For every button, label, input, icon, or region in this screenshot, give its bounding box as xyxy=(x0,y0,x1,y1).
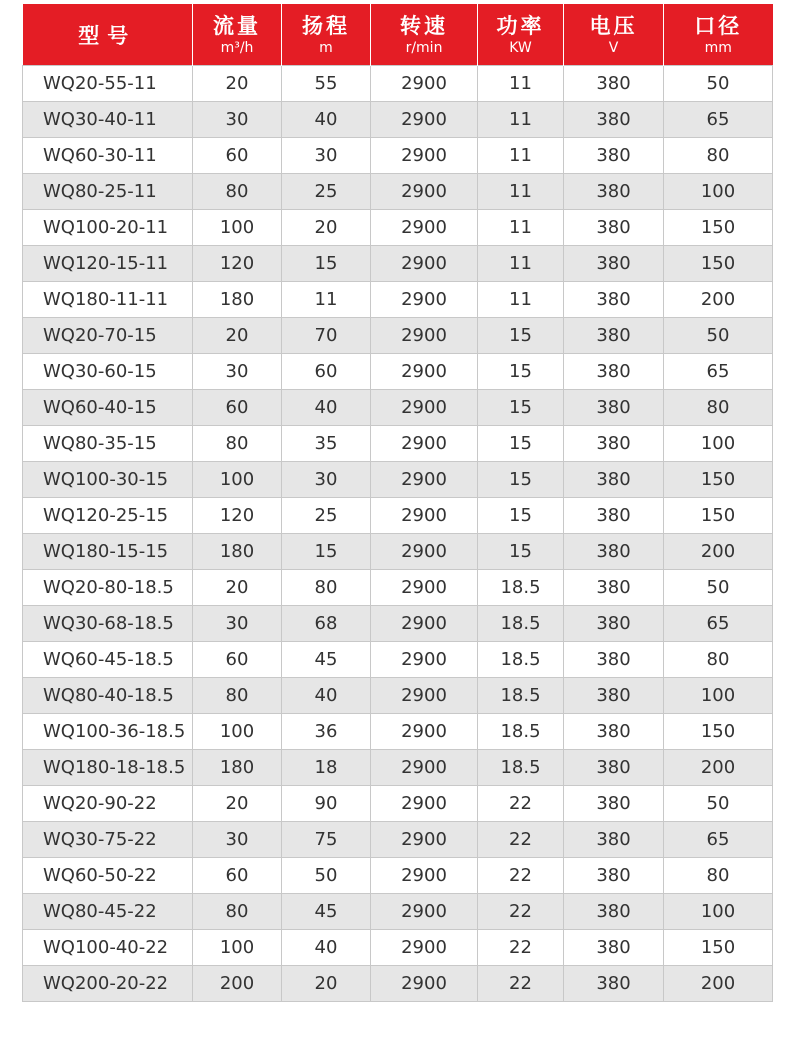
table-row xyxy=(23,390,773,426)
cell-voltage: 380 xyxy=(564,930,664,966)
cell-flow: 20 xyxy=(193,66,282,102)
cell-diameter: 100 xyxy=(664,678,773,714)
cell-flow: 60 xyxy=(193,390,282,426)
cell-head: 15 xyxy=(282,246,371,282)
header-flow-label: 流量 xyxy=(213,13,261,38)
cell-power: 22 xyxy=(478,966,564,1002)
cell-head: 30 xyxy=(282,462,371,498)
pump-spec-table-container xyxy=(22,4,772,1002)
cell-speed: 2900 xyxy=(371,462,478,498)
cell-model: WQ60-40-15 xyxy=(23,390,193,426)
table-row xyxy=(23,822,773,858)
cell-flow: 20 xyxy=(193,786,282,822)
cell-speed: 2900 xyxy=(371,570,478,606)
cell-diameter: 150 xyxy=(664,462,773,498)
cell-diameter: 150 xyxy=(664,246,773,282)
cell-diameter: 65 xyxy=(664,102,773,138)
cell-model: WQ60-30-11 xyxy=(23,138,193,174)
cell-head: 25 xyxy=(282,498,371,534)
cell-diameter: 50 xyxy=(664,786,773,822)
cell-diameter: 100 xyxy=(664,894,773,930)
cell-model: WQ180-11-11 xyxy=(23,282,193,318)
table-row xyxy=(23,318,773,354)
cell-voltage: 380 xyxy=(564,786,664,822)
table-row xyxy=(23,138,773,174)
cell-head: 20 xyxy=(282,210,371,246)
table-row xyxy=(23,858,773,894)
cell-speed: 2900 xyxy=(371,894,478,930)
cell-flow: 100 xyxy=(193,462,282,498)
table-row xyxy=(23,426,773,462)
cell-speed: 2900 xyxy=(371,930,478,966)
cell-power: 11 xyxy=(478,282,564,318)
cell-model: WQ180-15-15 xyxy=(23,534,193,570)
cell-flow: 200 xyxy=(193,966,282,1002)
cell-voltage: 380 xyxy=(564,678,664,714)
header-diameter xyxy=(664,4,773,66)
cell-flow: 30 xyxy=(193,606,282,642)
cell-head: 15 xyxy=(282,534,371,570)
cell-voltage: 380 xyxy=(564,282,664,318)
cell-head: 40 xyxy=(282,678,371,714)
cell-head: 18 xyxy=(282,750,371,786)
cell-voltage: 380 xyxy=(564,246,664,282)
cell-flow: 100 xyxy=(193,210,282,246)
cell-diameter: 80 xyxy=(664,390,773,426)
cell-head: 45 xyxy=(282,642,371,678)
table-row xyxy=(23,750,773,786)
cell-model: WQ30-40-11 xyxy=(23,102,193,138)
cell-voltage: 380 xyxy=(564,390,664,426)
cell-model: WQ100-40-22 xyxy=(23,930,193,966)
header-model-label: 型号 xyxy=(78,23,137,48)
cell-power: 15 xyxy=(478,534,564,570)
cell-power: 11 xyxy=(478,66,564,102)
cell-voltage: 380 xyxy=(564,426,664,462)
cell-flow: 180 xyxy=(193,750,282,786)
cell-power: 22 xyxy=(478,858,564,894)
cell-diameter: 50 xyxy=(664,66,773,102)
cell-voltage: 380 xyxy=(564,822,664,858)
cell-flow: 80 xyxy=(193,426,282,462)
cell-speed: 2900 xyxy=(371,642,478,678)
cell-head: 40 xyxy=(282,102,371,138)
cell-diameter: 50 xyxy=(664,570,773,606)
cell-voltage: 380 xyxy=(564,534,664,570)
table-row xyxy=(23,354,773,390)
cell-diameter: 150 xyxy=(664,210,773,246)
cell-model: WQ30-68-18.5 xyxy=(23,606,193,642)
cell-speed: 2900 xyxy=(371,606,478,642)
header-speed-label: 转速 xyxy=(400,13,448,38)
header-model xyxy=(23,4,193,66)
cell-flow: 180 xyxy=(193,534,282,570)
cell-head: 70 xyxy=(282,318,371,354)
cell-power: 18.5 xyxy=(478,642,564,678)
table-row xyxy=(23,498,773,534)
cell-speed: 2900 xyxy=(371,210,478,246)
cell-power: 15 xyxy=(478,390,564,426)
cell-voltage: 380 xyxy=(564,354,664,390)
cell-diameter: 200 xyxy=(664,750,773,786)
cell-speed: 2900 xyxy=(371,426,478,462)
cell-model: WQ80-40-18.5 xyxy=(23,678,193,714)
cell-speed: 2900 xyxy=(371,750,478,786)
cell-power: 18.5 xyxy=(478,606,564,642)
cell-head: 60 xyxy=(282,354,371,390)
cell-head: 11 xyxy=(282,282,371,318)
cell-diameter: 150 xyxy=(664,714,773,750)
cell-model: WQ80-25-11 xyxy=(23,174,193,210)
cell-head: 68 xyxy=(282,606,371,642)
header-diameter-label: 口径 xyxy=(694,13,743,38)
cell-power: 15 xyxy=(478,318,564,354)
cell-voltage: 380 xyxy=(564,606,664,642)
header-row xyxy=(23,4,773,66)
cell-flow: 60 xyxy=(193,138,282,174)
cell-power: 15 xyxy=(478,426,564,462)
cell-voltage: 380 xyxy=(564,210,664,246)
cell-speed: 2900 xyxy=(371,318,478,354)
cell-power: 18.5 xyxy=(478,678,564,714)
header-voltage xyxy=(564,4,664,66)
cell-head: 30 xyxy=(282,138,371,174)
cell-head: 50 xyxy=(282,858,371,894)
cell-speed: 2900 xyxy=(371,786,478,822)
cell-power: 15 xyxy=(478,462,564,498)
cell-diameter: 100 xyxy=(664,426,773,462)
header-speed-unit: r/min xyxy=(405,39,443,56)
cell-model: WQ100-20-11 xyxy=(23,210,193,246)
cell-voltage: 380 xyxy=(564,102,664,138)
cell-flow: 80 xyxy=(193,174,282,210)
cell-diameter: 200 xyxy=(664,966,773,1002)
cell-power: 11 xyxy=(478,210,564,246)
cell-diameter: 200 xyxy=(664,534,773,570)
header-head xyxy=(282,4,371,66)
cell-speed: 2900 xyxy=(371,246,478,282)
cell-flow: 30 xyxy=(193,822,282,858)
cell-speed: 2900 xyxy=(371,282,478,318)
cell-model: WQ20-55-11 xyxy=(23,66,193,102)
header-voltage-unit: V xyxy=(608,39,619,56)
header-head-label: 扬程 xyxy=(302,13,350,38)
table-row xyxy=(23,606,773,642)
cell-voltage: 380 xyxy=(564,462,664,498)
cell-model: WQ200-20-22 xyxy=(23,966,193,1002)
cell-speed: 2900 xyxy=(371,822,478,858)
cell-flow: 60 xyxy=(193,642,282,678)
table-row xyxy=(23,894,773,930)
table-header xyxy=(23,4,773,66)
header-diameter-unit: mm xyxy=(704,39,732,56)
cell-head: 20 xyxy=(282,966,371,1002)
header-voltage-label: 电压 xyxy=(589,13,638,38)
cell-voltage: 380 xyxy=(564,174,664,210)
cell-speed: 2900 xyxy=(371,534,478,570)
cell-flow: 120 xyxy=(193,246,282,282)
table-row xyxy=(23,930,773,966)
cell-power: 18.5 xyxy=(478,714,564,750)
cell-power: 11 xyxy=(478,246,564,282)
cell-flow: 20 xyxy=(193,570,282,606)
table-row xyxy=(23,210,773,246)
cell-speed: 2900 xyxy=(371,678,478,714)
cell-flow: 30 xyxy=(193,102,282,138)
cell-speed: 2900 xyxy=(371,138,478,174)
cell-diameter: 50 xyxy=(664,318,773,354)
cell-speed: 2900 xyxy=(371,102,478,138)
cell-voltage: 380 xyxy=(564,894,664,930)
cell-voltage: 380 xyxy=(564,498,664,534)
cell-flow: 100 xyxy=(193,714,282,750)
table-row xyxy=(23,462,773,498)
cell-head: 36 xyxy=(282,714,371,750)
cell-head: 90 xyxy=(282,786,371,822)
cell-diameter: 65 xyxy=(664,354,773,390)
header-head-unit: m xyxy=(319,39,333,56)
cell-diameter: 80 xyxy=(664,138,773,174)
cell-flow: 20 xyxy=(193,318,282,354)
cell-voltage: 380 xyxy=(564,714,664,750)
table-row xyxy=(23,534,773,570)
cell-flow: 180 xyxy=(193,282,282,318)
cell-power: 22 xyxy=(478,822,564,858)
cell-flow: 100 xyxy=(193,930,282,966)
header-power-label: 功率 xyxy=(496,13,545,38)
header-flow-unit: m³/h xyxy=(220,39,254,56)
cell-model: WQ20-70-15 xyxy=(23,318,193,354)
table-row xyxy=(23,246,773,282)
cell-speed: 2900 xyxy=(371,354,478,390)
cell-head: 35 xyxy=(282,426,371,462)
cell-power: 18.5 xyxy=(478,750,564,786)
cell-diameter: 65 xyxy=(664,606,773,642)
table-row xyxy=(23,786,773,822)
cell-model: WQ60-50-22 xyxy=(23,858,193,894)
cell-model: WQ120-25-15 xyxy=(23,498,193,534)
cell-voltage: 380 xyxy=(564,138,664,174)
table-row xyxy=(23,102,773,138)
header-power xyxy=(478,4,564,66)
cell-power: 22 xyxy=(478,786,564,822)
cell-diameter: 80 xyxy=(664,858,773,894)
cell-power: 15 xyxy=(478,498,564,534)
cell-model: WQ120-15-11 xyxy=(23,246,193,282)
cell-speed: 2900 xyxy=(371,858,478,894)
cell-power: 15 xyxy=(478,354,564,390)
cell-flow: 120 xyxy=(193,498,282,534)
cell-model: WQ80-35-15 xyxy=(23,426,193,462)
cell-model: WQ20-80-18.5 xyxy=(23,570,193,606)
cell-voltage: 380 xyxy=(564,570,664,606)
cell-model: WQ100-30-15 xyxy=(23,462,193,498)
cell-power: 11 xyxy=(478,102,564,138)
table-row xyxy=(23,714,773,750)
header-power-unit: KW xyxy=(509,39,532,56)
table-row xyxy=(23,282,773,318)
cell-speed: 2900 xyxy=(371,966,478,1002)
cell-head: 55 xyxy=(282,66,371,102)
cell-head: 45 xyxy=(282,894,371,930)
cell-flow: 80 xyxy=(193,894,282,930)
header-flow xyxy=(193,4,282,66)
cell-power: 18.5 xyxy=(478,570,564,606)
cell-model: WQ20-90-22 xyxy=(23,786,193,822)
cell-flow: 30 xyxy=(193,354,282,390)
cell-flow: 80 xyxy=(193,678,282,714)
cell-power: 22 xyxy=(478,894,564,930)
cell-power: 11 xyxy=(478,174,564,210)
table-row xyxy=(23,174,773,210)
cell-voltage: 380 xyxy=(564,66,664,102)
cell-voltage: 380 xyxy=(564,858,664,894)
cell-power: 11 xyxy=(478,138,564,174)
cell-diameter: 200 xyxy=(664,282,773,318)
cell-voltage: 380 xyxy=(564,750,664,786)
cell-diameter: 150 xyxy=(664,498,773,534)
table-row xyxy=(23,966,773,1002)
cell-voltage: 380 xyxy=(564,642,664,678)
table-row xyxy=(23,642,773,678)
table-row xyxy=(23,570,773,606)
cell-model: WQ80-45-22 xyxy=(23,894,193,930)
cell-head: 80 xyxy=(282,570,371,606)
cell-speed: 2900 xyxy=(371,498,478,534)
cell-model: WQ100-36-18.5 xyxy=(23,714,193,750)
cell-speed: 2900 xyxy=(371,714,478,750)
cell-head: 25 xyxy=(282,174,371,210)
cell-diameter: 150 xyxy=(664,930,773,966)
cell-flow: 60 xyxy=(193,858,282,894)
header-speed xyxy=(371,4,478,66)
cell-voltage: 380 xyxy=(564,318,664,354)
cell-head: 40 xyxy=(282,390,371,426)
cell-model: WQ60-45-18.5 xyxy=(23,642,193,678)
cell-speed: 2900 xyxy=(371,390,478,426)
table-body xyxy=(23,66,773,1002)
cell-model: WQ30-75-22 xyxy=(23,822,193,858)
cell-speed: 2900 xyxy=(371,66,478,102)
table-row xyxy=(23,678,773,714)
cell-diameter: 100 xyxy=(664,174,773,210)
table-row xyxy=(23,66,773,102)
cell-speed: 2900 xyxy=(371,174,478,210)
cell-power: 22 xyxy=(478,930,564,966)
pump-spec-table xyxy=(22,4,773,1002)
cell-diameter: 65 xyxy=(664,822,773,858)
cell-model: WQ180-18-18.5 xyxy=(23,750,193,786)
cell-head: 75 xyxy=(282,822,371,858)
cell-diameter: 80 xyxy=(664,642,773,678)
cell-voltage: 380 xyxy=(564,966,664,1002)
cell-model: WQ30-60-15 xyxy=(23,354,193,390)
cell-head: 40 xyxy=(282,930,371,966)
